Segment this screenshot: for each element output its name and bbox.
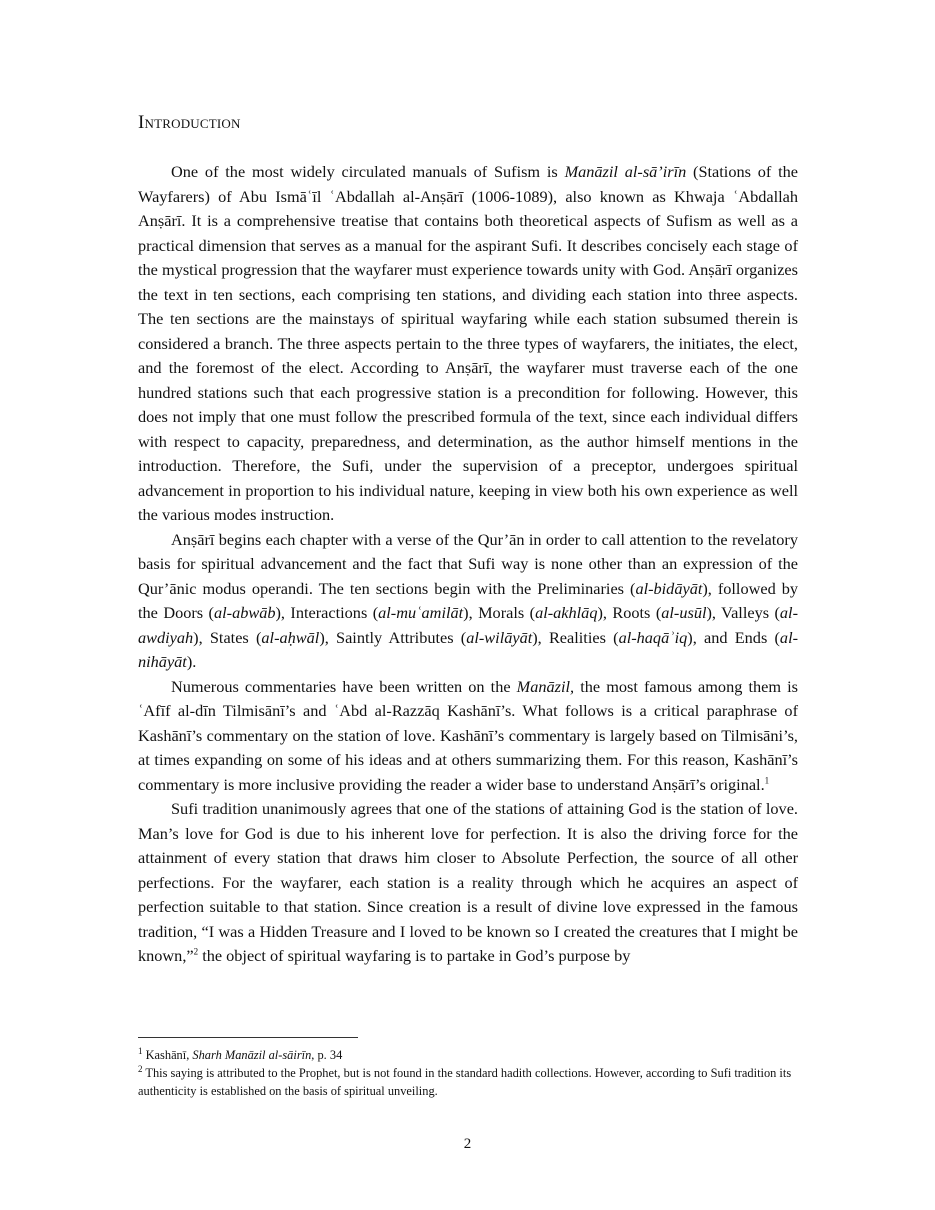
footnote-ref-1[interactable]: 1 [764,775,770,786]
footnotes [138,1046,798,1100]
footnote-ref-2[interactable]: 2 [193,946,199,957]
paragraph-2: Anṣārī begins each chapter with a verse of the Qur’ān in order to call attention to the revelatory basis for spiritual advancement and the fact that Sufi way is none other than an expression of the Qur’ānic modus operandi. The ten sections begin with the Preliminaries (al-bidāyāt), followed by the Doors (al-abwāb), Interactions (al-muʿamilāt), Morals (al-akhlāq), Roots (al-usūl), Valleys (al-awdiyah), States (al-aḥwāl), Saintly Attributes (al-wilāyāt), Realities (al-haqāʾiq), and Ends (al-nihāyāt). [138,529,799,671]
book-title: Manāzil al-sā’irīn [564,162,687,181]
page-number: 2 [463,1136,472,1152]
body-text [138,160,798,969]
footnote-1: $^1$ Kashānī, Sharh Manāzil al-sāirīn, p. 34 [138,1045,343,1062]
paragraph-4: Sufi tradition unanimously agrees that one of the stations of attaining God is the station of love. Man’s love for God is due to his inherent love for perfection. It is also the driving force for the attainment of every station that draws him closer to Absolute Perfection, the source of all other perfections. For the wayfarer, each station is a reality through which he acquires an aspect of perfection suitable to that station. Since creation is a result of divine love expressed in the famous tradition, “I was a Hidden Treasure and I loved to be known so I created the creatures that I might be known,”$^2$ the object of spiritual wayfaring is to partake in God’s purpose by [138,799,798,965]
paragraph-3: Numerous commentaries have been written on the Manāzil, the most famous among them is ʿAfīf al-dīn Tilmisānī’s and ʿAbd al-Razzāq Kashānī’s. What follows is a critical paraphrase of Kashānī’s commentary on the station of love. Kashānī’s commentary is largely based on Tilmisāni’s, at times expanding on some of his ideas and at others summarizing them. For this reason, Kashānī’s commentary is more inclusive providing the reader a wider base to understand Anṣārī’s original.$^1$ [138,676,798,794]
footnote-2: $^2$ This saying is attributed to the Prophet, but is not found in the standard hadith collections. However, according to Sufi tradition its authenticity is established on the basis of spiritual unveiling. [138,1063,792,1098]
paragraph-1: One of the most widely circulated manuals of Sufism is Manāzil al-sā’irīn (Stations of the Wayfarers) of Abu Ismāʿīl ʿAbdallah al-Anṣārī (1006-1089), also known as Khwaja ʿAbdallah Anṣārī. It is a comprehensive treatise that contains both theoretical aspects of Sufism as well as a practical dimension that serves as a manual for the aspirant Sufi. It describes concisely each stage of the mystical progression that the wayfarer must experience towards unity with God. Anṣārī organizes the text in ten sections, each comprising ten stations, and dividing each station into three aspects. The ten sections are the mainstays of spiritual wayfaring while each station subsumed therein is considered a branch. The three aspects pertain to the three types of wayfarers, the initiates, the elect, and the foremost of the elect. According to Anṣārī, the wayfarer must traverse each of the one hundred stations such that each progressive station is a precondition for following. However, this does not imply that one must follow the prescribed formula of the text, since each individual differs with respect to capacity, preparedness, and determination, as the author himself mentions in the introduction. Therefore, the Sufi, under the supervision of a preceptor, undergoes spiritual advancement in proportion to his individual nature, keeping in view both his own experience as well the various modes instruction. [138,162,798,524]
footnote-divider [138,1037,358,1038]
section-heading: Introduction [138,112,241,133]
